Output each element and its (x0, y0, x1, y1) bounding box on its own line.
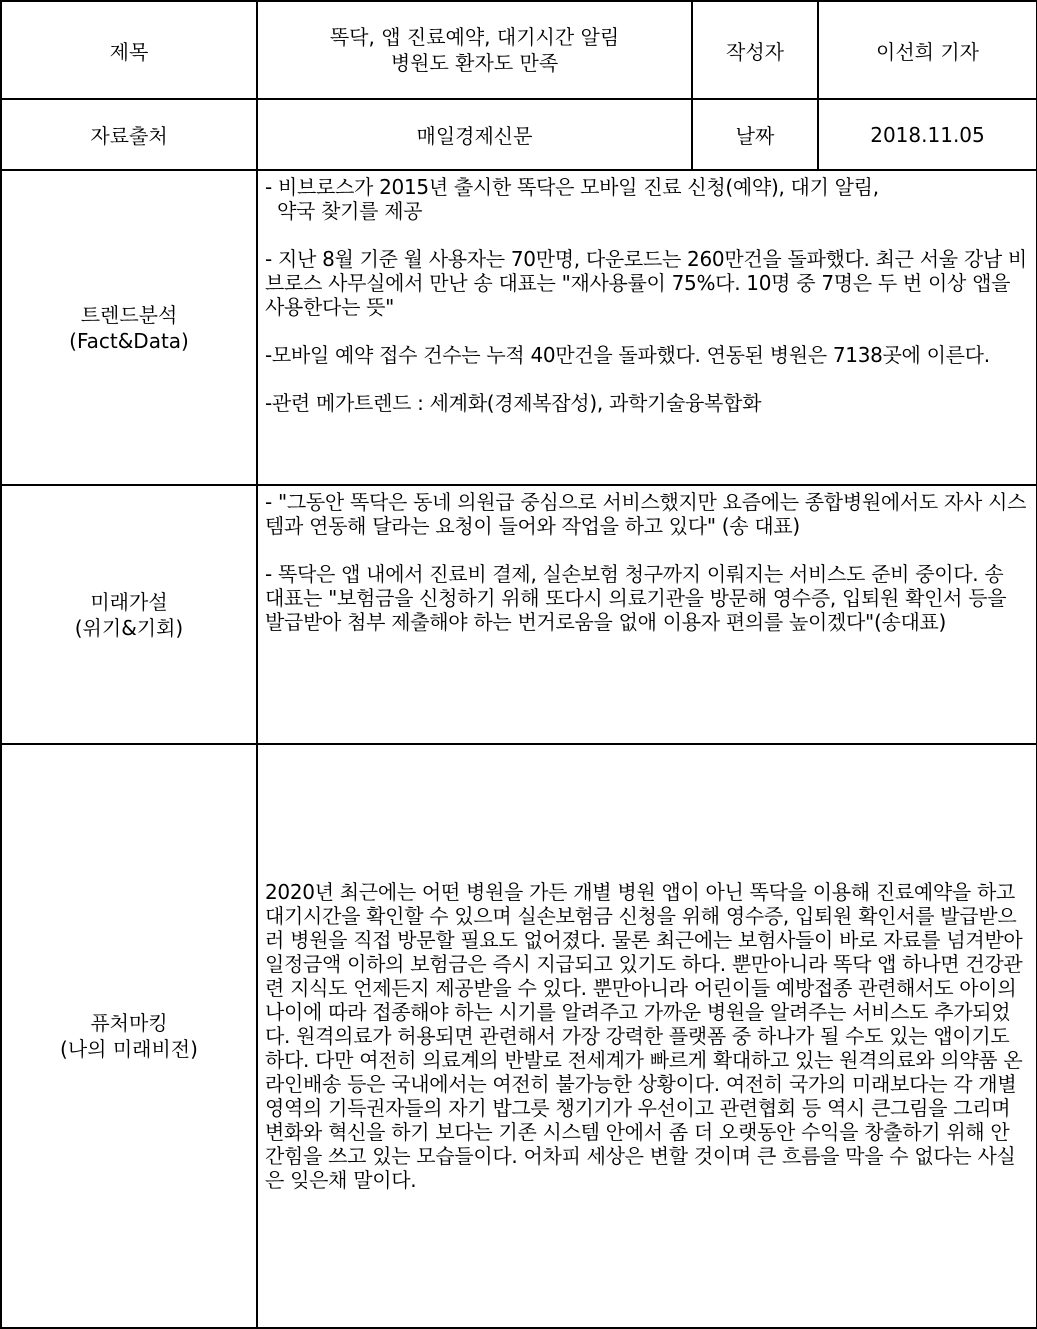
future-label: 퓨처마킹 (90, 1011, 168, 1035)
title-label-cell (1, 1, 257, 99)
trend-paragraph-1 (265, 175, 1028, 223)
source-label: 자료출처 (90, 124, 168, 148)
trend-p1-line2: 약국 찾기를 제공 (277, 199, 423, 223)
source-value: 매일경제신문 (416, 124, 533, 148)
trend-p1-line1: - 비브로스가 2015년 출시한 똑닥은 모바일 진료 신청(예약), 대기 알림, (265, 175, 879, 199)
author-label: 작성자 (726, 39, 784, 64)
future-row (1, 744, 1037, 1328)
source-label-cell (1, 99, 257, 170)
trend-paragraph-4: -관련 메가트렌드 : 세계화(경제복잡성), 과학기술융복합화 (265, 391, 762, 415)
title-row (1, 1, 1037, 99)
future-sublabel: (나의 미래비전) (60, 1037, 198, 1061)
future-content (257, 744, 1037, 1328)
title-value-cell (257, 1, 692, 99)
title-label: 제목 (109, 39, 149, 64)
date-label: 날짜 (735, 124, 775, 148)
trend-label: 트렌드분석 (80, 302, 178, 327)
hypothesis-content (257, 485, 1037, 744)
trend-paragraph-2: - 지난 8월 기준 월 사용자는 70만명, 다운로드는 260만건을 돌파했다. 최근 서울 강남 비브로스 사무실에서 만난 송 대표는 "재사용률이 75%다. 10명 중 7명은 두 번 이상 앱을 사용한다는 뜻" (265, 247, 1027, 319)
source-row (1, 99, 1037, 170)
trend-sublabel: (Fact&Data) (69, 328, 189, 353)
author-value-cell (818, 1, 1037, 99)
hypothesis-sublabel: (위기&기회) (74, 615, 184, 640)
trend-paragraph-3: -모바일 예약 접수 건수는 누적 40만건을 돌파했다. 연동된 병원은 7138곳에 이른다. (265, 343, 990, 367)
date-value-cell (818, 99, 1037, 170)
hypothesis-label-cell (1, 485, 257, 744)
hypothesis-paragraph-2: - 똑닥은 앱 내에서 진료비 결제, 실손보험 청구까지 이뤄지는 서비스도 준비 중이다. 송 대표는 "보험금을 신청하기 위해 또다시 의료기관을 방문해 영수증, 입퇴원 확인서 등을 발급받아 첨부 제출해야 하는 번거로움을 없애 이용자 편의를 높이겠다"(송대표) (265, 562, 1007, 634)
hypothesis-paragraph-1: - "그동안 똑닥은 동네 의원급 중심으로 서비스했지만 요즘에는 종합병원에서도 자사 시스템과 연동해 달라는 요청이 들어와 작업을 하고 있다" (송 대표) (265, 490, 1027, 538)
hypothesis-label: 미래가설 (90, 589, 168, 614)
hypothesis-row (1, 485, 1037, 744)
trend-content (257, 170, 1037, 485)
date-label-cell (692, 99, 818, 170)
author-label-cell (692, 1, 818, 99)
title-line-2: 병원도 환자도 만족 (390, 51, 559, 75)
future-label-cell (1, 744, 257, 1328)
author-value: 이선희 기자 (876, 39, 979, 64)
date-value: 2018.11.05 (870, 122, 985, 147)
title-line-1: 똑닥, 앱 진료예약, 대기시간 알림 (329, 25, 620, 49)
future-paragraph: 2020년 최근에는 어떤 병원을 가든 개별 병원 앱이 아닌 똑닥을 이용해 진료예약을 하고 대기시간을 확인할 수 있으며 실손보험금 신청을 위해 영수증, 입퇴원 확인서를 발급받으러 병원을 직접 방문할 필요도 없어졌다. 물론 최근에는 보험사들이 바로 자료를 넘겨받아 일정금액 이하의 보험금은 즉시 지급되고 있기도 하다. 뿐만아니라 똑닥 앱 하나면 건강관련 지식도 언제든지 제공받을 수 있다. 뿐만아니라 어린이들 예방접종 관련해서도 아이의 나이에 따라 접종해야 하는 시기를 알려주고 가까운 병원을 알려주는 서비스도 추가되었다. 원격의료가 허용되면 관련해서 가장 강력한 플랫폼 중 하나가 될 수도 있는 앱이기도 하다. 다만 여전히 의료계의 반발로 전세계가 빠르게 확대하고 있는 원격의료와 의약품 온라인배송 등은 국내에서는 여전히 불가능한 상황이다. 여전히 국가의 미래보다는 각 개별 영역의 기득권자들의 자기 밥그릇 챙기기가 우선이고 관련협회 등 역시 큰그림을 그리며 변화와 혁신을 하기 보다는 기존 시스템 안에서 좀 더 오랫동안 수익을 창출하기 위해 안간힘을 쓰고 있는 모습들이다. 어차피 세상은 변할 것이며 큰 흐름을 막을 수 없다는 사실은 잊은채 말이다. (265, 880, 1023, 1192)
trend-label-cell (1, 170, 257, 485)
trend-row (1, 170, 1037, 485)
source-value-cell (257, 99, 692, 170)
